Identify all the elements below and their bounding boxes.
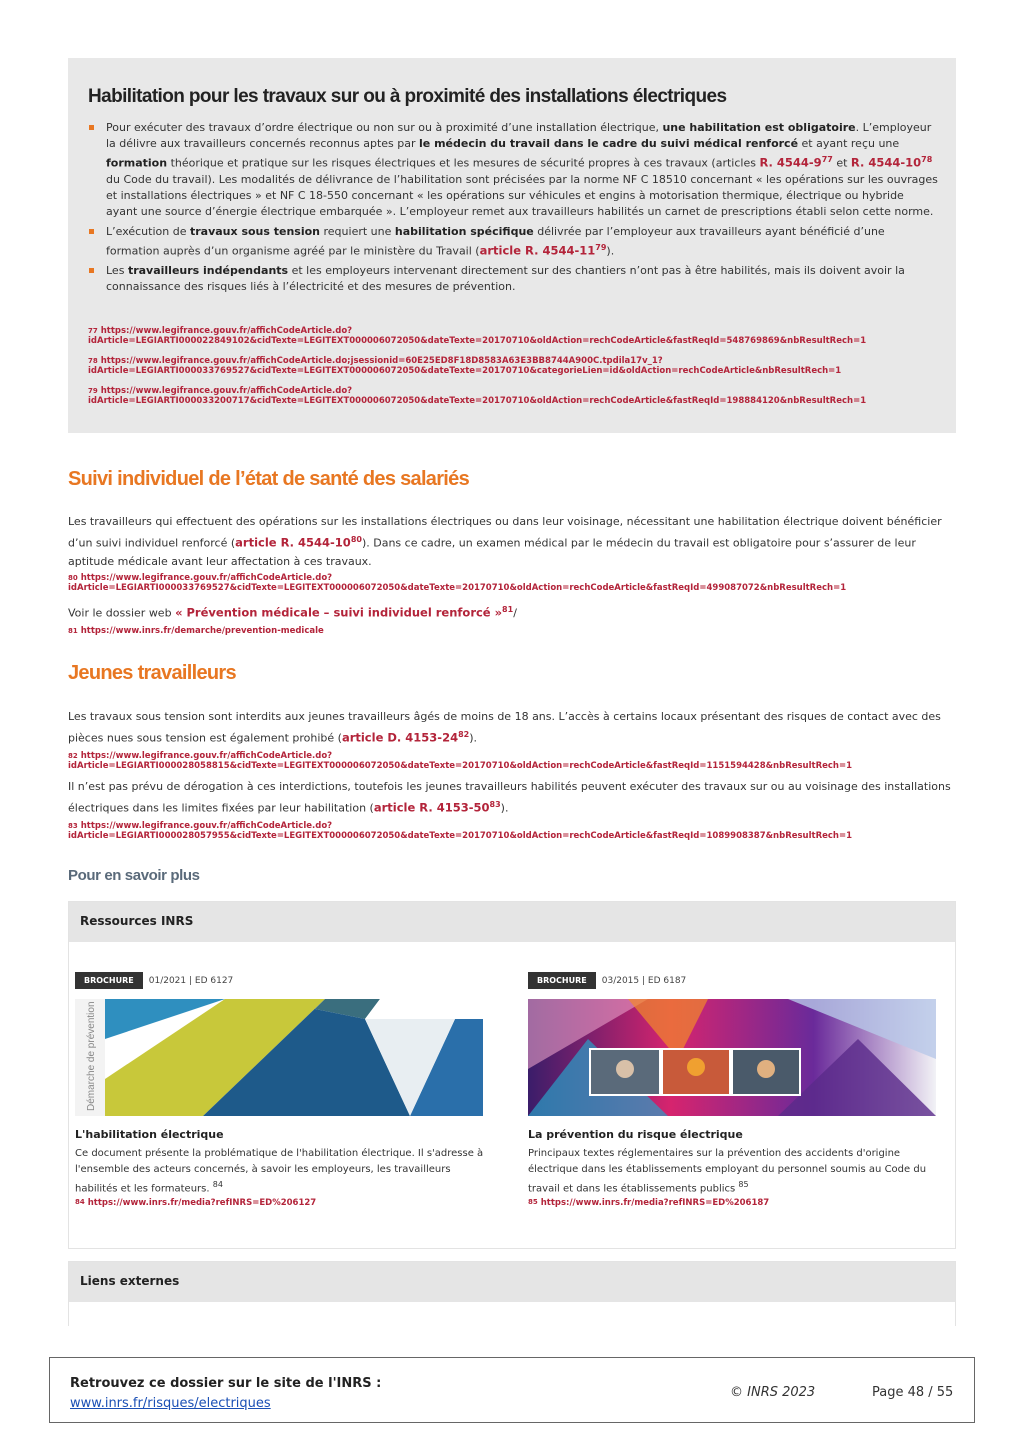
dossier-web-paragraph: Voir le dossier web « Prévention médicale – suivi individuel renforcé »$^{81}$/ — [68, 605, 517, 620]
external-links-panel — [68, 1261, 956, 1326]
list-item: Pour exécuter des travaux d’ordre électrique ou non sur ou à proximité d’une installation électrique, une habilitation est obligatoire. L’employeur la délivre aux travailleurs concernés reconnus aptes par le médecin du travail dans le cadre du suivi médical renforcé et ayant reçu une formation théorique et pratique sur les risques électriques et les mesures de sécurité propres à ces travaux (articles R. $4544-9^{77}$ et R. $4544-10^{78}$ du Code du travail). Les modalités de délivrance de l’habilitation sont précisées par la norme NF C 18510 concernant « les opérations sur les ouvrages et installations électriques » et NF C 18-550 concernant « les opérations sur véhicules et engins à motorisation thermique, électrique ou hybride ayant une source d’énergie électrique embarquée ». L’employeur remet aux travailleurs habilités un carnet de prescriptions établi selon cette norme. — [88, 120, 938, 220]
brochure-description: Principaux textes réglementaires sur la prévention des accidents d'origine électrique dans les établissements employant du personnel soumis au Code du travail et dans les établissements publics $^{85}$ — [528, 1148, 927, 1195]
section-title-suivi: Suivi individuel de l’état de santé des salariés — [68, 468, 470, 490]
footnote-84[interactable]: $^{84}$ https://www.inrs.fr/media?refINRS=ED%206127 — [75, 1198, 317, 1208]
page-number: Page 48 / 55 — [872, 1385, 954, 1400]
habilitation-title: Habilitation pour les travaux sur ou à proximité des installations électriques — [88, 86, 727, 107]
jeunes-paragraph-2: Il n’est pas prévu de dérogation à ces interdictions, toutefois les jeunes travailleurs habilités peuvent exécuter des travaux sur ou au voisinage des installations électriques dans les limites fixées par leur habilitation (article R. $4153-50^{83}$). — [68, 780, 951, 815]
suivi-paragraph: Les travailleurs qui effectuent des opérations sur les installations électriques ou dans leur voisinage, nécessitant une habilitation électrique doivent bénéficier d’un suivi individuel renforcé (article R. $4544-10^{80}$). Dans ce cadre, un examen médical par le médecin du travail est obligatoire pour s’assurer de leur aptitude médicale avant leur affectation à ces travaux. — [68, 515, 942, 568]
brochure-cover-image[interactable] — [75, 999, 483, 1116]
footnote-78[interactable]: $^{78}$ https://www.legifrance.gouv.fr/affichCodeArticle.do;jsessionid=60E25ED8F18D8583A63E3BB8744A900C.tpdila17v_1? idArticle=LEGIARTI000033769527&cidTexte=LEGITEXT000006072050&dateTexte=20170710&categorieLien=id&oldAction=rechCodeArticle&nbResultRech=1 — [88, 356, 842, 376]
brochure-card-ed6187[interactable] — [528, 970, 938, 1208]
article-link-r4544-10-b[interactable]: article R. 4544-10 — [235, 535, 351, 550]
brochure-tag: BROCHURE — [528, 972, 596, 989]
habilitation-list — [88, 120, 938, 299]
footnote-80[interactable]: $^{80}$ https://www.legifrance.gouv.fr/affichCodeArticle.do? idArticle=LEGIARTI000033769527&cidTexte=LEGITEXT000006072050&dateTexte=20170710&oldAction=rechCodeArticle&fastReqId=499087072&nbResultRech=1 — [68, 573, 847, 593]
article-link-r4544-9[interactable]: R. 4544-9 — [759, 155, 822, 170]
brochure-description: Ce document présente la problématique de l'habilitation électrique. Il s'adresse à l'ensemble des acteurs concernés, à savoir les employeurs, les travailleurs habilités et les formateurs. $^{84}$ — [75, 1148, 484, 1195]
list-item: L’exécution de travaux sous tension requiert une habilitation spécifique délivrée par l’employeur aux travailleurs ayant bénéficié d’une formation auprès d’un organisme agréé par le ministère du Travail (article R. $4544-11^{79}$). — [88, 224, 938, 260]
footer-link[interactable]: www.inrs.fr/risques/electriques — [70, 1396, 271, 1411]
external-links-header: Liens externes — [69, 1262, 955, 1302]
list-item: Les travailleurs indépendants et les employeurs intervenant directement sur des chantiers n’ont pas à être habilités, mais ils doivent avoir la connaissance des risques liés à l’électricité et des mesures de prévention. — [88, 263, 938, 295]
brochure-cover-image[interactable] — [528, 999, 936, 1116]
cover-vertical-text: Démarche de prévention — [86, 1001, 97, 1111]
habilitation-box — [68, 58, 956, 433]
footnote-85[interactable]: $^{85}$ https://www.inrs.fr/media?refINRS=ED%206187 — [528, 1198, 770, 1208]
article-link-r4544-10[interactable]: R. 4544-10 — [850, 155, 922, 170]
article-link-d4153-24[interactable]: article D. 4153-24 — [341, 730, 459, 745]
footer-title: Retrouvez ce dossier sur le site de l'INRS : — [70, 1376, 382, 1391]
section-title-jeunes: Jeunes travailleurs — [68, 662, 236, 684]
footnote-82[interactable]: $^{82}$ https://www.legifrance.gouv.fr/affichCodeArticle.do? idArticle=LEGIARTI000028058815&cidTexte=LEGITEXT000006072050&dateTexte=20170710&oldAction=rechCodeArticle&fastReqId=1151594428&nbResultRech=1 — [68, 751, 853, 771]
brochure-tag: BROCHURE — [75, 972, 143, 989]
brochure-card-ed6127[interactable] — [75, 970, 485, 1208]
jeunes-paragraph-1: Les travaux sous tension sont interdits aux jeunes travailleurs âgés de moins de 18 ans. L’accès à certains locaux présentant des risques de contact avec des pièces nues sous tension est également prohibé (article D. $4153-24^{82}$). — [68, 710, 941, 745]
page-footer — [49, 1357, 975, 1423]
brochure-meta: 03/2015 | ED 6187 — [601, 975, 687, 986]
article-link-r4544-11[interactable]: article R. 4544-11 — [479, 243, 596, 258]
article-link-r4153-50[interactable]: article R. 4153-50 — [373, 800, 490, 815]
brochure-title[interactable]: L'habilitation électrique — [75, 1128, 224, 1141]
dossier-web-link[interactable]: « Prévention médicale – suivi individuel renforcé » — [175, 605, 503, 620]
footer-copyright: © INRS 2023 — [730, 1385, 816, 1400]
footnote-81[interactable]: $^{81}$ https://www.inrs.fr/demarche/prevention-medicale — [68, 626, 324, 636]
resources-header: Ressources INRS — [69, 902, 955, 942]
brochure-title[interactable]: La prévention du risque électrique — [528, 1128, 743, 1141]
more-title: Pour en savoir plus — [68, 867, 200, 884]
footnote-83[interactable]: $^{83}$ https://www.legifrance.gouv.fr/affichCodeArticle.do? idArticle=LEGIARTI000028057955&cidTexte=LEGITEXT000006072050&dateTexte=20170710&oldAction=rechCodeArticle&fastReqId=1089908387&nbResultRech=1 — [68, 821, 853, 841]
brochure-meta: 01/2021 | ED 6127 — [148, 975, 234, 986]
footnote-79[interactable]: $^{79}$ https://www.legifrance.gouv.fr/affichCodeArticle.do? idArticle=LEGIARTI000033200717&cidTexte=LEGITEXT000006072050&dateTexte=20170710&oldAction=rechCodeArticle&fastReqId=198884120&nbResultRech=1 — [88, 386, 867, 406]
footnote-77[interactable]: $^{77}$ https://www.legifrance.gouv.fr/affichCodeArticle.do? idArticle=LEGIARTI000022849102&cidTexte=LEGITEXT000006072050&dateTexte=20170710&oldAction=rechCodeArticle&fastReqId=548769869&nbResultRech=1 — [88, 326, 867, 346]
